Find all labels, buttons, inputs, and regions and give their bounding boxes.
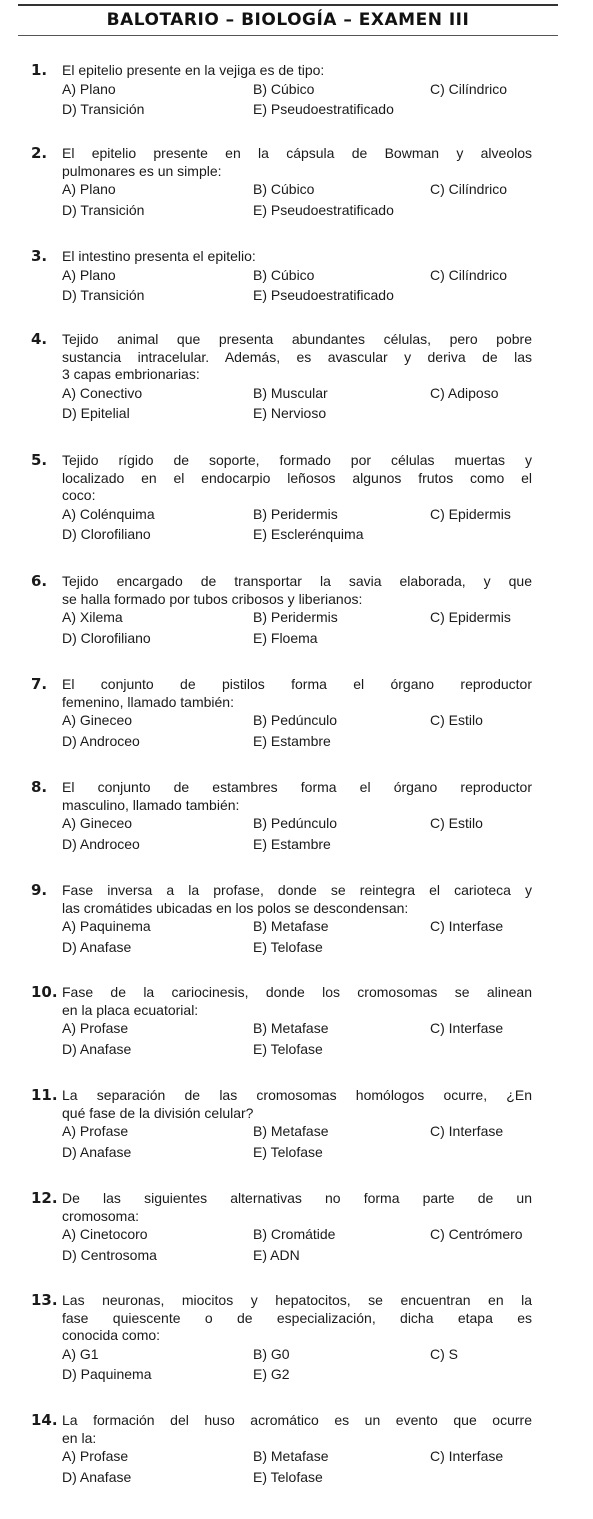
option-c: C) Interfase: [430, 1448, 504, 1464]
option-c: C) Interfase: [430, 1123, 504, 1139]
option-c: C) Epidermis: [430, 609, 511, 625]
question-line: Fase de la cariocinesis, donde los cromosomas se alinean: [62, 984, 532, 1000]
option-d: D) Anafase: [62, 1040, 132, 1057]
question-line: El conjunto de pistilos forma el órgano reproductor: [62, 676, 532, 692]
question-line: Fase inversa a la profase, donde se reintegra el carioteca y: [62, 882, 532, 898]
option-c: C) Interfase: [430, 1020, 504, 1036]
question-number: 4.: [31, 330, 48, 348]
option-d: D) Paquinema: [62, 1366, 152, 1382]
question-number: 8.: [31, 778, 48, 796]
option-b: B) Cúbico: [253, 80, 315, 97]
option-e: E) Telofase: [253, 1468, 323, 1485]
option-d: D) Centrosoma: [62, 1246, 157, 1263]
question-line: fase quiescente o de especialización, dicha etapa es: [62, 1309, 532, 1326]
option-b: B) Muscular: [253, 384, 328, 401]
option-b: B) Peridermis: [253, 609, 338, 625]
option-a: A) G1: [62, 1345, 99, 1362]
question-stem: [62, 1087, 532, 1122]
option-d: D) Anafase: [62, 1143, 132, 1160]
question-stem: [62, 1412, 532, 1447]
option-d: D) Transición: [62, 287, 145, 303]
option-b: B) Cúbico: [253, 266, 315, 283]
question-line: pulmonares es un simple:: [62, 162, 222, 179]
question-stem: [62, 62, 532, 80]
question-line: El epitelio presente en la cápsula de Bowman y alveolos: [62, 145, 532, 161]
question-line: localizado en el endocarpio leñosos algunos frutos como el: [62, 469, 532, 486]
question-line: De las siguientes alternativas no forma parte de un: [62, 1190, 532, 1206]
question-line: El conjunto de estambres forma el órgano reproductor: [62, 779, 532, 795]
option-d: D) Anafase: [62, 938, 132, 955]
option-a: A) Profase: [62, 1123, 129, 1139]
question-stem: [62, 984, 532, 1019]
option-a: A) Gineceo: [62, 712, 133, 728]
option-a: A) Paquinema: [62, 918, 151, 934]
option-c: C) Adiposo: [430, 384, 499, 401]
option-b: B) Cromátide: [253, 1226, 336, 1242]
question-line: 3 capas embrionarias:: [62, 366, 200, 382]
option-b: B) Metafase: [253, 1448, 329, 1464]
option-e: E) Telofase: [253, 1040, 323, 1057]
question-number: 12.: [31, 1189, 58, 1207]
question-stem: [62, 1292, 532, 1345]
option-a: A) Plano: [62, 80, 116, 97]
question-line: coco:: [62, 487, 96, 503]
question-line: La separación de las cromosomas homólogos ocurre, ¿En: [62, 1087, 532, 1103]
option-b: B) Metafase: [253, 918, 329, 934]
option-b: B) Pedúnculo: [253, 815, 338, 831]
question-line: El intestino presenta el epitelio:: [62, 248, 256, 264]
question-number: 6.: [31, 572, 48, 590]
option-c: C) Cilíndrico: [430, 181, 508, 197]
question-line: El epitelio presente en la vejiga es de tipo:: [62, 62, 325, 78]
question-line: Las neuronas, miocitos y hepatocitos, se encuentran en la: [62, 1292, 532, 1308]
question-number: 3.: [31, 247, 48, 265]
option-e: E) ADN: [253, 1246, 300, 1263]
question-stem: [62, 1190, 532, 1225]
question-line: qué fase de la división celular?: [62, 1104, 254, 1121]
question-stem: [62, 331, 532, 384]
option-e: E) Telofase: [253, 938, 323, 955]
exam-title: BALOTARIO – BIOLOGÍA – EXAMEN III: [106, 10, 470, 30]
option-a: A) Profase: [62, 1448, 129, 1464]
question-number: 14.: [31, 1411, 58, 1429]
question-stem: [62, 248, 532, 266]
option-d: D) Androceo: [62, 732, 140, 749]
question-line: Tejido animal que presenta abundantes células, pero pobre: [62, 331, 532, 347]
option-b: B) Pedúnculo: [253, 712, 338, 728]
option-c: C) Cilíndrico: [430, 80, 508, 97]
question-stem: [62, 573, 532, 608]
question-number: 2.: [31, 144, 48, 162]
option-a: A) Conectivo: [62, 384, 143, 401]
question-number: 1.: [31, 61, 48, 79]
option-a: A) Xilema: [62, 609, 123, 625]
option-d: D) Anafase: [62, 1468, 132, 1485]
question-line: Tejido rígido de soporte, formado por células muertas y: [62, 452, 532, 468]
option-e: E) Pseudoestratificado: [253, 101, 394, 117]
option-a: A) Plano: [62, 266, 116, 283]
option-e: E) Nervioso: [253, 405, 327, 421]
option-c: C) Estilo: [430, 712, 483, 728]
option-c: C) S: [430, 1345, 458, 1362]
question-stem: [62, 145, 532, 180]
option-e: E) Pseudoestratificado: [253, 201, 394, 218]
option-b: B) G0: [253, 1345, 290, 1362]
option-e: E) Esclerénquima: [253, 526, 364, 542]
option-b: B) Metafase: [253, 1123, 329, 1139]
option-c: C) Cilíndrico: [430, 266, 508, 283]
option-b: B) Peridermis: [253, 505, 338, 522]
question-number: 13.: [31, 1291, 58, 1309]
option-a: A) Gineceo: [62, 815, 133, 831]
question-stem: [62, 676, 532, 711]
question-line: en la:: [62, 1429, 97, 1446]
question-line: cromosoma:: [62, 1207, 140, 1224]
option-e: E) Floema: [253, 629, 318, 646]
question-line: conocida como:: [62, 1327, 161, 1343]
option-d: D) Clorofiliano: [62, 526, 151, 542]
option-c: C) Epidermis: [430, 505, 511, 522]
option-e: E) Pseudoestratificado: [253, 287, 394, 303]
option-a: A) Cinetocoro: [62, 1226, 148, 1242]
option-d: D) Transición: [62, 101, 145, 117]
question-line: femenino, llamado también:: [62, 693, 234, 710]
option-d: D) Clorofiliano: [62, 629, 151, 646]
option-e: E) Telofase: [253, 1143, 323, 1160]
option-c: C) Estilo: [430, 815, 483, 831]
option-e: E) Estambre: [253, 835, 331, 852]
question-line: La formación del huso acromático es un evento que ocurre: [62, 1412, 532, 1428]
option-b: B) Metafase: [253, 1020, 329, 1036]
option-a: A) Plano: [62, 181, 116, 197]
option-c: C) Centrómero: [430, 1226, 523, 1242]
question-number: 11.: [31, 1086, 58, 1104]
option-e: E) G2: [253, 1366, 290, 1382]
option-d: D) Androceo: [62, 835, 140, 852]
question-stem: [62, 779, 532, 814]
question-line: masculino, llamado también:: [62, 796, 240, 813]
question-stem: [62, 882, 532, 917]
option-a: A) Profase: [62, 1020, 129, 1036]
question-line: sustancia intracelular. Además, es avascular y deriva de las: [62, 348, 532, 365]
question-stem: [62, 452, 532, 505]
question-number: 10.: [31, 983, 58, 1001]
option-d: D) Transición: [62, 201, 145, 218]
option-d: D) Epitelial: [62, 405, 130, 421]
option-a: A) Colénquima: [62, 505, 155, 522]
option-b: B) Cúbico: [253, 181, 315, 197]
question-number: 7.: [31, 675, 48, 693]
option-c: C) Interfase: [430, 918, 504, 934]
question-number: 5.: [31, 451, 48, 469]
question-line: Tejido encargado de transportar la savia elaborada, y que: [62, 573, 532, 589]
question-number: 9.: [31, 881, 48, 899]
question-line: se halla formado por tubos cribosos y liberianos:: [62, 590, 363, 607]
question-line: en la placa ecuatorial:: [62, 1001, 199, 1018]
option-e: E) Estambre: [253, 732, 331, 749]
question-line: las cromátides ubicadas en los polos se descondensan:: [62, 899, 409, 916]
